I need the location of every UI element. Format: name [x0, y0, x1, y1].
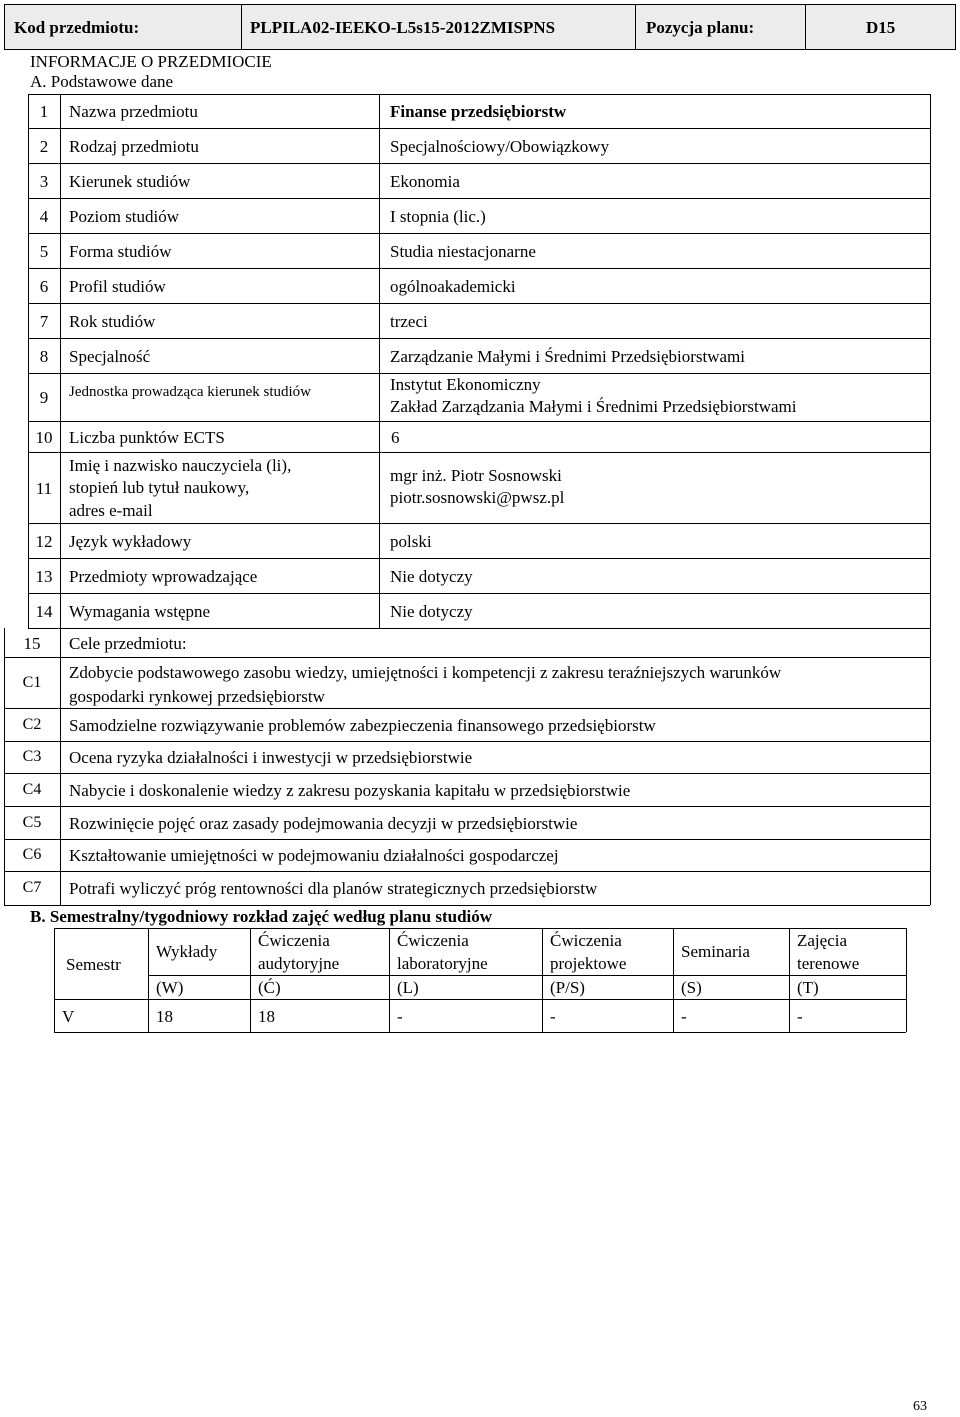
goal-text: Potrafi wyliczyć próg rentowności dla planów strategicznych przedsiębiorstw [69, 879, 598, 898]
row-value: Nie dotyczy [390, 566, 473, 586]
table-rule [60, 94, 61, 628]
row-number: 10 [35, 427, 53, 447]
row-label: Imię i nazwisko nauczyciela (li), [69, 456, 292, 475]
column-abbr: (W) [156, 978, 184, 997]
row-number: 6 [39, 276, 49, 296]
table-rule [4, 773, 930, 774]
column-abbr: (S) [681, 978, 702, 997]
table-rule [28, 94, 930, 95]
table-rule [28, 268, 930, 269]
goal-code: C2 [22, 715, 42, 733]
table-rule [789, 928, 790, 1032]
row-label: Liczba punktów ECTS [69, 427, 225, 447]
table-rule [673, 928, 674, 1032]
row-number: 3 [39, 171, 49, 191]
column-header: Ćwiczenia [550, 931, 622, 950]
info-title: INFORMACJE O PRZEDMIOCIE [30, 52, 272, 71]
row-label: Nazwa przedmiotu [69, 102, 198, 121]
row-number: 14 [35, 601, 53, 621]
row-label: stopień lub tytuł naukowy, [69, 478, 250, 497]
semester-header: Semestr [66, 954, 121, 974]
table-rule [28, 338, 930, 339]
row-value: Nie dotyczy [390, 601, 473, 621]
goal-text: Nabycie i doskonalenie wiedzy z zakresu pozyskania kapitału w przedsiębiorstwie [69, 780, 631, 800]
goals-title: Cele przedmiotu: [69, 633, 187, 653]
row-value: polski [390, 531, 432, 551]
row-label: adres e-mail [69, 501, 153, 520]
column-abbr: (L) [397, 978, 419, 997]
goal-text: Ocena ryzyka działalności i inwestycji w przedsiębiorstwie [69, 748, 473, 767]
row-label: Wymagania wstępne [69, 601, 211, 621]
table-rule [28, 628, 930, 629]
table-rule [28, 128, 930, 129]
table-rule [148, 928, 149, 1032]
table-rule [4, 708, 930, 709]
row-label: Przedmioty wprowadzające [69, 566, 258, 586]
table-rule [28, 452, 930, 453]
goal-text: Kształtowanie umiejętności w podejmowaniu działalności gospodarczej [69, 846, 559, 865]
row-value: Zarządzanie Małymi i Średnimi Przedsiębiorstwami [390, 346, 746, 366]
position-label: Pozycja planu: [646, 18, 755, 37]
row-label: Rok studiów [69, 311, 156, 331]
row-number: 11 [35, 478, 53, 498]
goal-text: Rozwinięcie pojęć oraz zasady podejmowania decyzji w przedsiębiorstwie [69, 813, 578, 833]
table-rule [54, 999, 906, 1000]
goals-number: 15 [23, 633, 41, 653]
column-header: Ćwiczenia [258, 931, 330, 950]
column-header: laboratoryjne [397, 954, 488, 973]
row-value: trzeci [390, 311, 428, 331]
table-rule [4, 905, 930, 906]
position-value: D15 [866, 18, 896, 37]
column-value: 18 [156, 1006, 173, 1026]
page-number: 63 [913, 1399, 927, 1414]
table-rule [389, 928, 390, 1032]
row-label: Kierunek studiów [69, 171, 191, 191]
column-value: 18 [258, 1006, 275, 1026]
table-rule [542, 928, 543, 1032]
row-number: 8 [39, 346, 49, 366]
column-value: - [797, 1006, 803, 1026]
column-abbr: (Ć) [258, 978, 281, 997]
goal-code: C7 [22, 879, 42, 896]
column-value: - [681, 1006, 687, 1026]
row-label: Specjalność [69, 346, 151, 366]
table-rule [906, 928, 907, 1032]
row-label: Język wykładowy [69, 531, 192, 551]
row-value: Instytut Ekonomiczny [390, 375, 541, 394]
table-rule [148, 975, 906, 976]
table-rule [4, 741, 930, 742]
code-value: PLPILA02-IEEKO-L5s15-2012ZMISPNS [250, 18, 556, 37]
column-header: projektowe [550, 954, 627, 973]
column-value: - [550, 1006, 556, 1026]
table-rule [60, 628, 61, 905]
table-rule [28, 523, 930, 524]
goal-code: C5 [22, 813, 42, 831]
column-header: Wykłady [156, 941, 218, 961]
row-value: 6 [391, 427, 400, 447]
row-value: mgr inż. Piotr Sosnowski [390, 466, 562, 485]
column-header: Zajęcia [797, 931, 848, 950]
column-header: Seminaria [681, 941, 750, 961]
table-rule [28, 233, 930, 234]
row-number: 4 [39, 206, 49, 226]
column-header: Ćwiczenia [397, 931, 469, 950]
row-value: I stopnia (lic.) [390, 206, 486, 226]
semester-value: V [62, 1006, 75, 1026]
row-value: Finanse przedsiębiorstw [390, 102, 567, 121]
row-value: Ekonomia [390, 171, 460, 191]
goal-code: C3 [22, 748, 42, 765]
table-rule [54, 928, 55, 1032]
table-rule [28, 373, 930, 374]
row-number: 1 [39, 102, 49, 121]
table-rule [28, 558, 930, 559]
goal-code: C4 [22, 780, 42, 798]
column-header: terenowe [797, 954, 860, 973]
section-b-title: B. Semestralny/tygodniowy rozkład zajęć według planu studiów [30, 907, 493, 926]
row-value: piotr.sosnowski@pwsz.pl [390, 488, 565, 507]
column-value: - [397, 1006, 403, 1026]
goal-text: Samodzielne rozwiązywanie problemów zabezpieczenia finansowego przedsiębiorstw [69, 715, 656, 735]
row-number: 13 [35, 566, 53, 586]
table-rule [4, 628, 5, 905]
table-rule [4, 806, 930, 807]
row-label: Poziom studiów [69, 206, 180, 226]
goal-code: C6 [22, 846, 42, 863]
row-label: Forma studiów [69, 241, 172, 261]
table-rule [930, 94, 931, 628]
table-rule [250, 928, 251, 1032]
row-label: Rodzaj przedmiotu [69, 136, 199, 156]
column-header: audytoryjne [258, 954, 340, 973]
section-a-title: A. Podstawowe dane [30, 72, 174, 91]
row-value: ogólnoakademicki [390, 276, 516, 296]
row-number: 2 [39, 136, 49, 156]
row-value: Specjalnościowy/Obowiązkowy [390, 136, 610, 156]
code-label: Kod przedmiotu: [14, 18, 140, 37]
row-number: 5 [39, 241, 49, 261]
table-rule [28, 593, 930, 594]
row-value: Zakład Zarządzania Małymi i Średnimi Przedsiębiorstwami [390, 397, 797, 416]
table-rule [4, 871, 930, 872]
table-rule [28, 198, 930, 199]
goal-text: Zdobycie podstawowego zasobu wiedzy, umiejętności i kompetencji z zakresu teraźniejszych warunków [69, 663, 782, 682]
row-number: 7 [39, 311, 49, 331]
row-number: 9 [39, 388, 49, 407]
table-rule [28, 163, 930, 164]
table-rule [4, 657, 930, 658]
column-abbr: (T) [797, 978, 819, 997]
goal-code: C1 [22, 673, 42, 691]
table-rule [28, 303, 930, 304]
table-rule [930, 628, 931, 905]
table-rule [54, 1032, 906, 1033]
row-label: Jednostka prowadząca kierunek studiów [69, 384, 312, 400]
row-number: 12 [35, 531, 53, 551]
column-abbr: (P/S) [550, 978, 585, 997]
table-rule [379, 94, 380, 628]
table-rule [54, 928, 906, 929]
goal-text: gospodarki rynkowej przedsiębiorstw [69, 687, 325, 706]
row-value: Studia niestacjonarne [390, 241, 536, 261]
row-label: Profil studiów [69, 276, 166, 296]
table-rule [4, 839, 930, 840]
table-rule [28, 421, 930, 422]
